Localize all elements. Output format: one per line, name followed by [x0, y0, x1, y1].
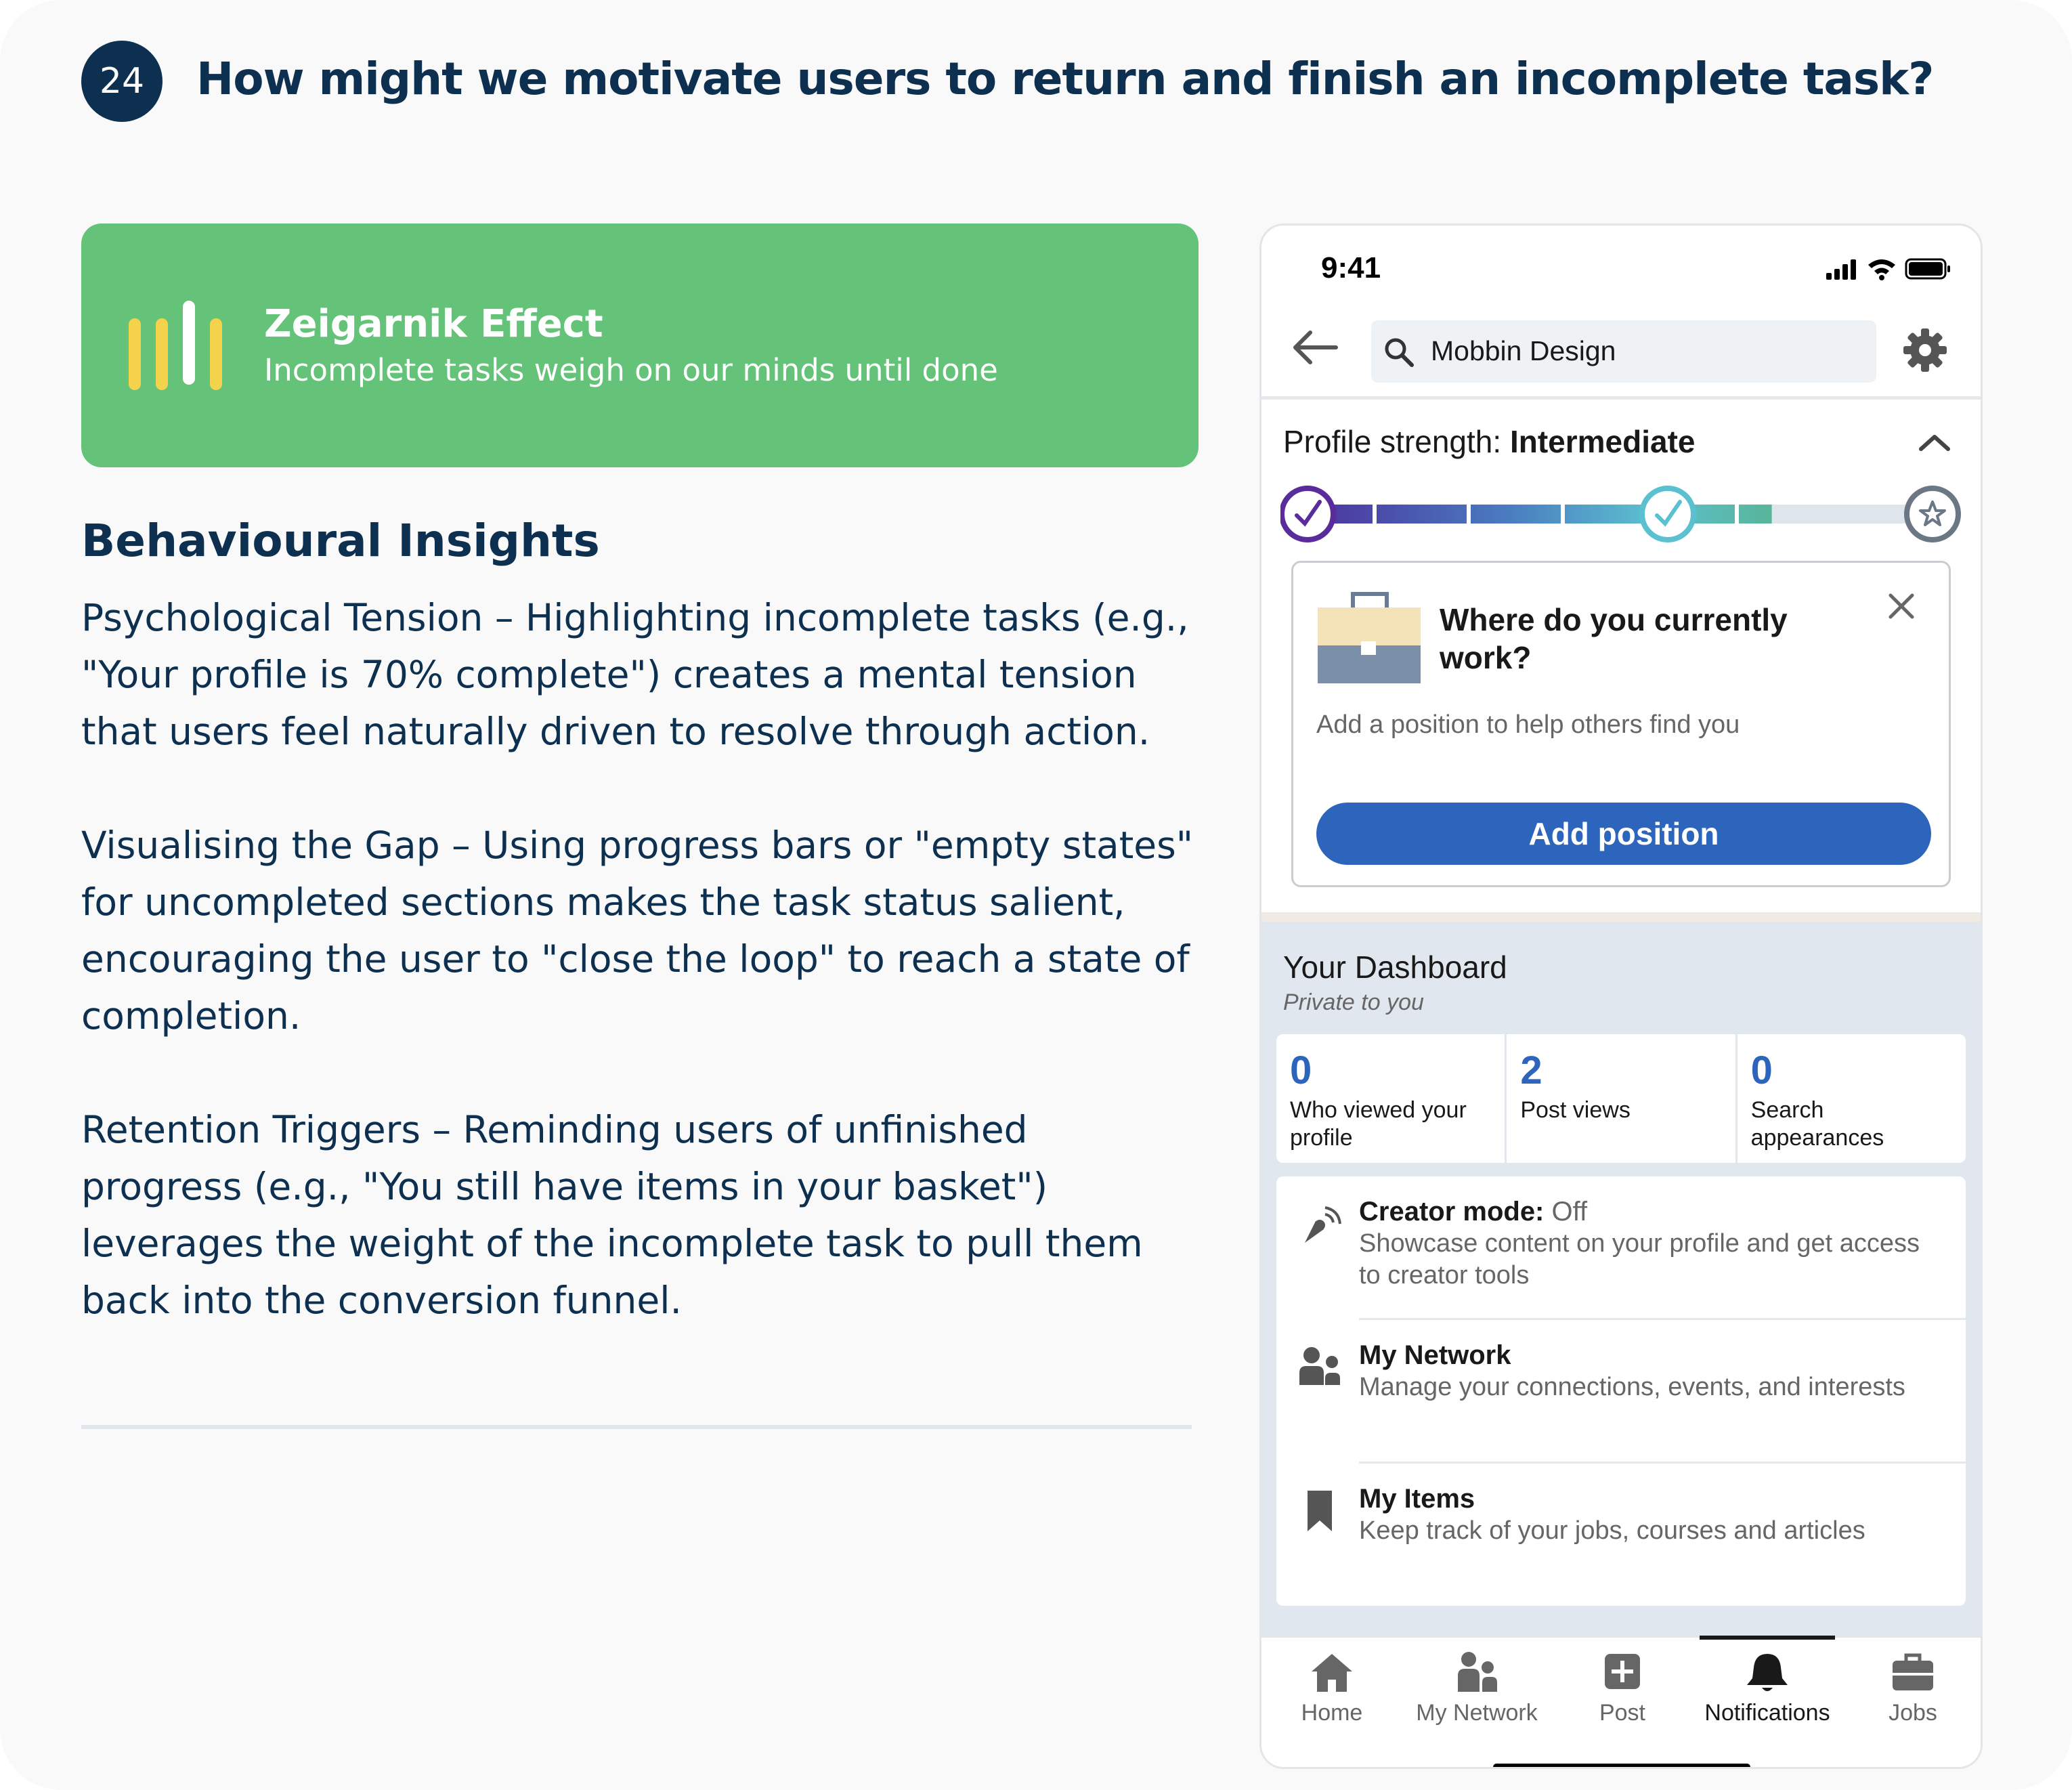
tab-jobs[interactable] [1845, 1638, 1981, 1739]
dashboard-section [1261, 912, 1981, 1642]
header-separator [1261, 396, 1981, 400]
bookmark-icon [1299, 1488, 1343, 1534]
stat-value: 0 [1290, 1048, 1312, 1092]
chevron-up-icon[interactable] [1917, 429, 1952, 456]
search-icon [1382, 335, 1416, 369]
status-icons [1826, 255, 1955, 282]
menu-description: Showcase content on your profile and get access to creator tools [1359, 1229, 1920, 1290]
briefcase-illustration-icon [1316, 591, 1422, 686]
home-indicator [1493, 1764, 1750, 1769]
gear-icon[interactable] [1902, 327, 1948, 373]
add-position-button[interactable]: Add position [1316, 803, 1931, 865]
close-icon[interactable] [1886, 591, 1916, 621]
stat-post-views[interactable] [1507, 1034, 1737, 1163]
stat-value: 0 [1750, 1048, 1773, 1092]
stat-label: Search appearances [1750, 1097, 1884, 1151]
stat-search-appearances[interactable] [1738, 1034, 1966, 1163]
bottom-tab-bar [1261, 1636, 1981, 1769]
prompt-title: Where do you currently work? [1440, 602, 1788, 675]
progress-fill [1294, 505, 1772, 524]
dashboard-title: Your Dashboard [1283, 950, 1507, 985]
post-icon [1601, 1651, 1644, 1693]
section-divider [81, 1425, 1192, 1429]
profile-strength-level: Intermediate [1509, 424, 1696, 459]
stat-label: Post views [1520, 1097, 1631, 1123]
insights-list [81, 589, 1199, 1386]
stat-profile-viewers[interactable] [1276, 1034, 1507, 1163]
search-value: Mobbin Design [1431, 335, 1616, 366]
prompt-subtitle: Add a position to help others find you [1316, 710, 1740, 739]
tab-label: Post [1599, 1700, 1646, 1726]
dashboard-stats [1276, 1034, 1966, 1163]
insight-retention-triggers: Retention Triggers – Reminding users of unfinished progress (e.g., "You still have items in your basket") leverages the weight of the incomplete task to pull them back into the conversion funnel. [81, 1108, 1143, 1322]
back-arrow-icon[interactable] [1290, 327, 1339, 368]
tab-label: Notifications [1704, 1700, 1830, 1726]
menu-item-creator-mode[interactable] [1276, 1176, 1966, 1320]
menu-item-my-network[interactable] [1276, 1320, 1966, 1464]
stat-value: 2 [1520, 1048, 1542, 1092]
bell-icon [1746, 1651, 1789, 1693]
profile-strength-prefix: Profile strength: [1283, 424, 1502, 459]
phone-mockup [1259, 223, 1983, 1769]
tab-home[interactable] [1264, 1638, 1400, 1739]
network-icon [1455, 1651, 1498, 1693]
status-time: 9:41 [1321, 251, 1381, 284]
effect-banner [81, 223, 1199, 467]
insights-title: Behavioural Insights [81, 515, 600, 567]
tab-label: Home [1301, 1700, 1363, 1726]
tab-notifications[interactable] [1700, 1638, 1835, 1739]
profile-strength-progress [1280, 479, 1963, 547]
home-icon [1310, 1651, 1354, 1693]
creator-mode-status: Off [1551, 1197, 1588, 1227]
tab-label: Jobs [1888, 1700, 1937, 1726]
tab-label: My Network [1416, 1700, 1538, 1726]
dashboard-menu [1276, 1176, 1966, 1606]
menu-description: Manage your connections, events, and interests [1359, 1373, 1905, 1401]
effect-title: Zeigarnik Effect [264, 302, 603, 346]
menu-title: My Items [1359, 1484, 1475, 1514]
profile-strength-label [1283, 423, 1695, 460]
insight-psychological-tension: Psychological Tension – Highlighting incomplete tasks (e.g., "Your profile is 70% complete") creates a mental tension that users feel naturally driven to resolve through action. [81, 596, 1189, 753]
search-input[interactable] [1371, 320, 1876, 383]
slide-question: How might we motivate users to return and finish an incomplete task? [196, 53, 1934, 105]
briefcase-icon [1891, 1651, 1935, 1693]
dashboard-subtitle: Private to you [1283, 989, 1424, 1015]
stat-label: Who viewed your profile [1290, 1097, 1467, 1151]
menu-item-my-items[interactable] [1276, 1464, 1966, 1607]
effect-subtitle: Incomplete tasks weigh on our minds until done [264, 352, 998, 388]
menu-description: Keep track of your jobs, courses and articles [1359, 1516, 1865, 1545]
menu-title: My Network [1359, 1340, 1511, 1370]
broadcast-icon [1299, 1201, 1343, 1247]
tab-post[interactable] [1555, 1638, 1690, 1739]
menu-title: Creator mode: [1359, 1197, 1545, 1227]
people-icon [1299, 1344, 1343, 1390]
active-tab-indicator [1700, 1636, 1835, 1640]
insight-visualising-gap: Visualising the Gap – Using progress bars or "empty states" for uncompleted sections makes the task status salient, encouraging the user to "close the loop" to reach a state of completion. [81, 824, 1194, 1038]
slide-number-badge: 24 [81, 41, 163, 122]
bars-icon [126, 298, 228, 393]
tab-my-network[interactable] [1409, 1638, 1545, 1739]
add-position-prompt [1291, 561, 1951, 887]
